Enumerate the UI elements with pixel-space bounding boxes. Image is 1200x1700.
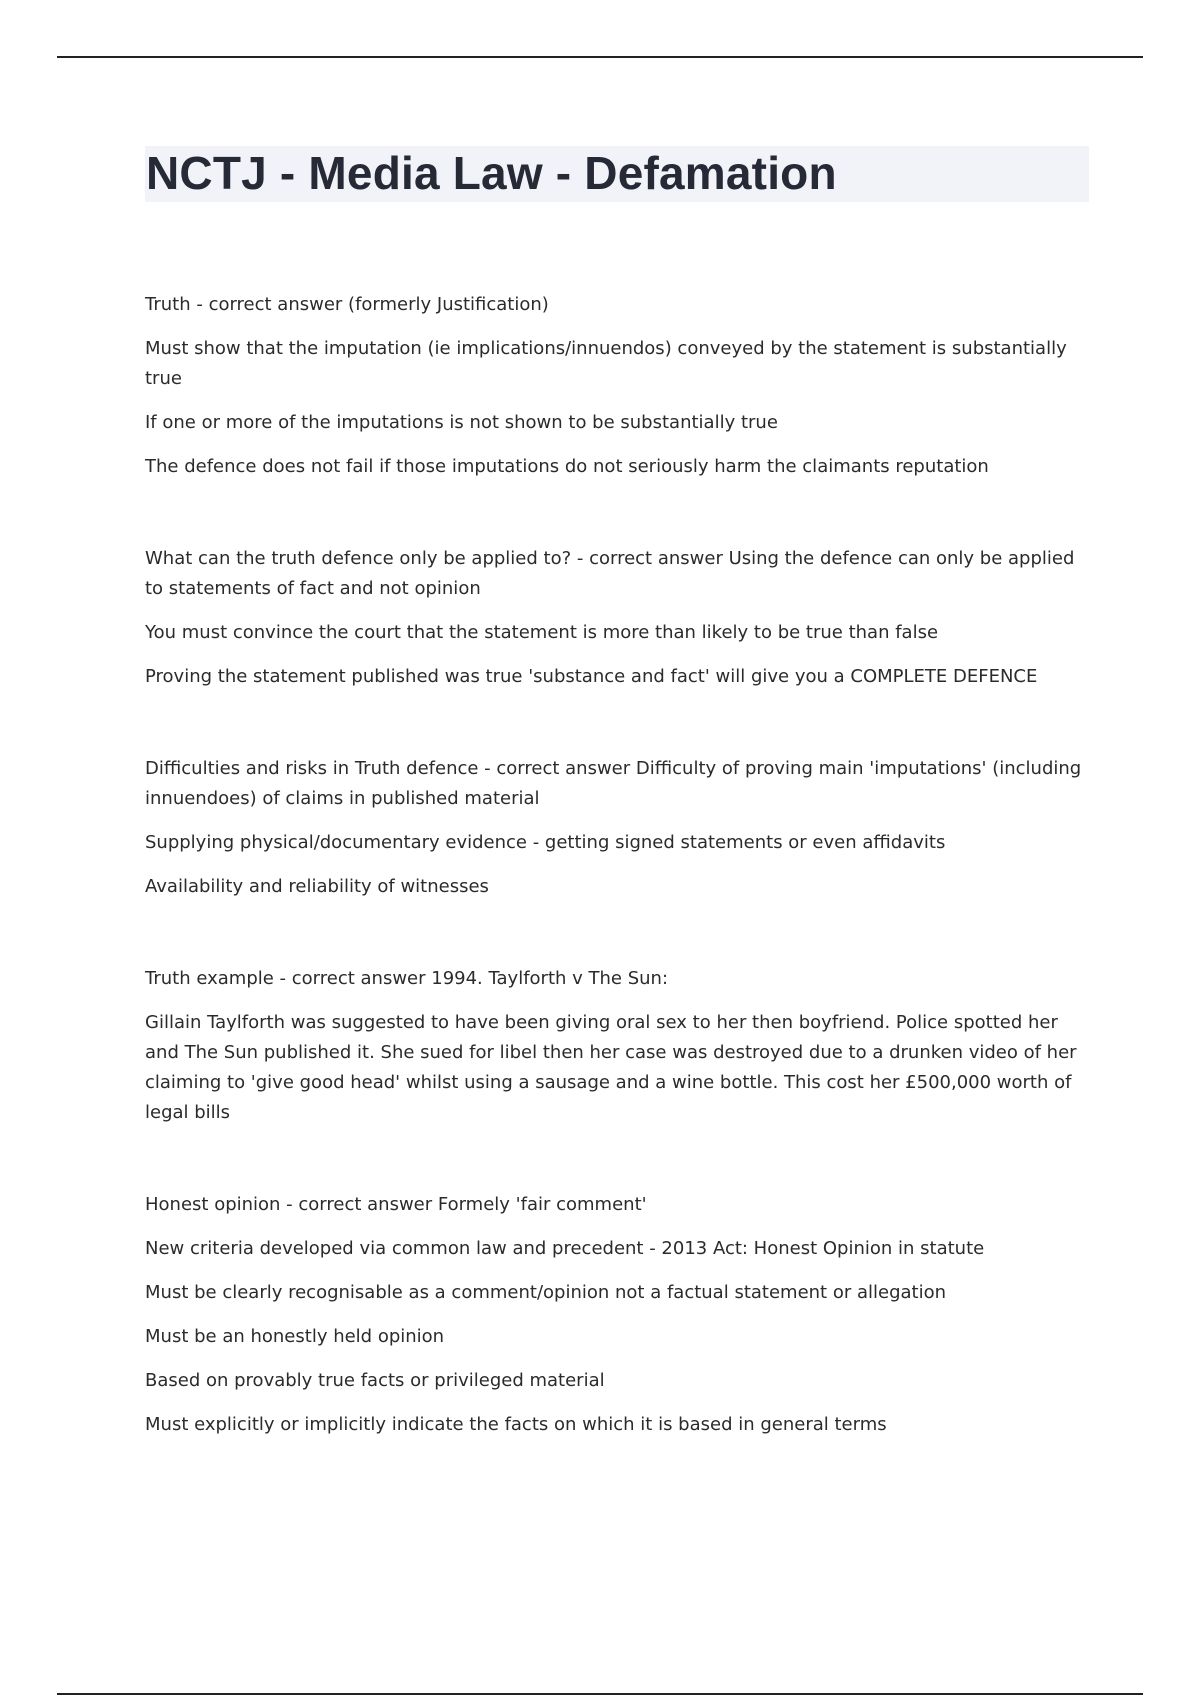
answer-line: The defence does not fail if those imputations do not seriously harm the claimants reputation xyxy=(145,456,989,477)
question-line: What can the truth defence only be applied to? - correct answer Using the defence can only be applied to statements of fact and not opinion xyxy=(145,548,1075,599)
answer-line: Must show that the imputation (ie implications/innuendos) conveyed by the statement is substantially true xyxy=(145,338,1067,389)
answer-line: Must be clearly recognisable as a comment/opinion not a factual statement or allegation xyxy=(145,1282,947,1303)
answer-line: Availability and reliability of witnesses xyxy=(145,876,489,897)
question-line: Truth - correct answer (formerly Justification) xyxy=(145,294,549,315)
qa-block-truth-example xyxy=(145,964,1090,1128)
question-line: Difficulties and risks in Truth defence - correct answer Difficulty of proving main 'imputations' (including innuendoes) of claims in published material xyxy=(145,758,1082,809)
answer-line: Based on provably true facts or privileged material xyxy=(145,1370,605,1391)
qa-block-truth-application xyxy=(145,544,1090,692)
answer-line: Proving the statement published was true 'substance and fact' will give you a COMPLETE DEFENCE xyxy=(145,666,1038,687)
answer-line: You must convince the court that the statement is more than likely to be true than false xyxy=(145,622,939,643)
answer-line: Must explicitly or implicitly indicate the facts on which it is based in general terms xyxy=(145,1414,887,1435)
document-body xyxy=(145,290,1090,1502)
answer-line: Must be an honestly held opinion xyxy=(145,1326,445,1347)
answer-line: Gillain Taylforth was suggested to have been giving oral sex to her then boyfriend. Police spotted her and The Sun published it. She sued for libel then her case was destroyed due to a drunken video of her claiming to 'give good head' whilst using a sausage and a wine bottle. This cost her £500,000 worth of legal bills xyxy=(145,1012,1077,1123)
qa-block-truth xyxy=(145,290,1090,482)
answer-line: New criteria developed via common law and precedent - 2013 Act: Honest Opinion in statute xyxy=(145,1238,985,1259)
qa-block-honest-opinion xyxy=(145,1190,1090,1440)
bottom-rule xyxy=(57,1693,1143,1695)
top-rule xyxy=(57,56,1143,58)
qa-block-difficulties xyxy=(145,754,1090,902)
answer-line: If one or more of the imputations is not shown to be substantially true xyxy=(145,412,778,433)
question-line: Honest opinion - correct answer Formely 'fair comment' xyxy=(145,1194,647,1215)
question-line: Truth example - correct answer 1994. Taylforth v The Sun: xyxy=(145,968,669,989)
page-title: NCTJ - Media Law - Defamation xyxy=(146,147,837,199)
answer-line: Supplying physical/documentary evidence - getting signed statements or even affidavits xyxy=(145,832,946,853)
